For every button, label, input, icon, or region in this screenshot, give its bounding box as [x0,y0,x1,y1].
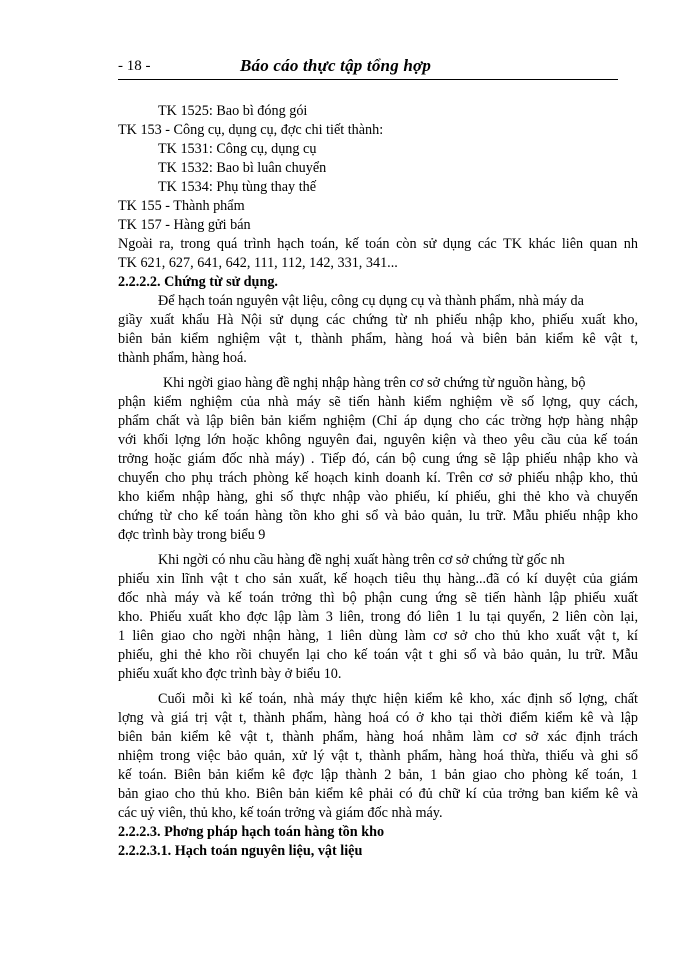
account-line: TK 157 - Hàng gửi bán [118,217,251,233]
paragraph-line: Để hạch toán nguyên vật liệu, công cụ dụng cụ và thành phẩm, nhà máy da [158,293,584,309]
account-line: TK 153 - Công cụ, dụng cụ, đợc chi tiết thành: [118,122,384,138]
account-line: TK 1525: Bao bì đóng gói [158,103,308,119]
paragraph-line: với khối lợng lớn hoặc không nguyên đai, nguyên kiện và theo yêu cầu của kế toán [118,432,638,448]
paragraph-line: chứng từ cho kế toán hàng tồn kho ghi sổ và bảo quản, lu trữ. Mẫu phiếu nhập kho [118,508,638,524]
paragraph-line: biên bản kiểm nghiệm vật t, thành phẩm, hàng hoá và biên bản kiểm kê vật t, [118,331,638,347]
paragraph-line: thành phẩm, hàng hoá. [118,350,247,366]
page-number: - 18 - [118,58,151,74]
paragraph-line: Ngoài ra, trong quá trình hạch toán, kế toán còn sử dụng các TK khác liên quan nh [118,236,638,252]
paragraph-line: phiếu xuất kho đợc trình bày ở biểu 10. [118,666,342,682]
page-header [118,52,618,80]
paragraph-line: biên bản kiểm kê vật t, thành phẩm, hàng hoá nhằm làm cơ sở xác định trách [118,729,638,745]
paragraph-line: trởng hoặc giám đốc nhà máy) . Tiếp đó, cán bộ cung ứng sẽ lập phiếu nhập kho và [118,451,638,467]
subsection-heading: 2.2.2.3.1. Hạch toán nguyên liệu, vật liệu [118,843,363,859]
account-line: TK 1531: Công cụ, dụng cụ [158,141,317,157]
paragraph-line: TK 621, 627, 641, 642, 111, 112, 142, 331, 341... [118,255,398,271]
paragraph-line: đợc trình bày trong biểu 9 [118,527,266,543]
paragraph-line: đốc nhà máy và kế toán trởng thì bộ phận cung ứng sẽ tiến hành lập phiếu xuất [118,590,638,606]
paragraph-line: phiếu, ghi thẻ kho rồi chuyển lại cho kế toán vật t ghi sổ và bảo quản, lu trữ. Mẫu [118,647,638,663]
paragraph-line: 1 liên giao cho ngời nhận hàng, 1 liên dùng làm cơ sở cho thủ kho xuất vật t, kí [118,628,638,644]
paragraph-line: phẩm chất và lập biên bản kiểm nghiệm (Chỉ áp dụng cho các trờng hợp hàng nhập [118,413,638,429]
section-heading: 2.2.2.2. Chứng từ sử dụng. [118,274,278,290]
header-title: Báo cáo thực tập tổng hợp [240,56,432,75]
section-heading: 2.2.2.3. Phơng pháp hạch toán hàng tồn kho [118,824,385,840]
paragraph-line: Khi ngời giao hàng đề nghị nhập hàng trên cơ sở chứng từ nguồn hàng, bộ [163,375,586,391]
paragraph-line: kho kiểm nhập hàng, ghi số thực nhập vào phiếu, kí phiếu, ghi thẻ kho và chuyển [118,489,638,505]
paragraph-line: kho. Phiếu xuất kho đợc lập làm 3 liên, trong đó liên 1 lu tại quyển, 2 liên còn lại, [118,609,638,625]
account-line: TK 1534: Phụ tùng thay thế [158,179,317,195]
header-rule [118,79,618,80]
paragraph-line: Khi ngời có nhu cầu hàng đề nghị xuất hàng trên cơ sở chứng từ gốc nh [158,552,565,568]
document-body [118,102,638,861]
paragraph-line: lợng và giá trị vật t, thành phẩm, hàng hoá có ở kho tại thời điểm kiểm kê và lập [118,710,638,726]
paragraph-line: kế toán. Biên bản kiểm kê đợc lập thành 2 bản, 1 bản giao cho phòng kế toán, 1 [118,767,638,783]
paragraph-line: giầy xuất khẩu Hà Nội sử dụng các chứng từ nh phiếu nhập kho, phiếu xuất kho, [118,312,638,328]
paragraph-line: Cuối mỗi kì kế toán, nhà máy thực hiện kiểm kê kho, xác định số lợng, chất [158,691,638,707]
paragraph-line: phiếu xin lĩnh vật t cho sản xuất, kế hoạch tiêu thụ hàng...đã có kí duyệt của giám [118,571,638,587]
paragraph-line: các uỷ viên, thủ kho, kế toán trởng và giám đốc nhà máy. [118,805,443,821]
account-line: TK 1532: Bao bì luân chuyển [158,160,327,176]
paragraph-line: nhiệm trong việc bảo quản, xử lý vật t, thành phẩm, hàng hoá thừa, thiếu và ghi sổ [118,748,638,764]
paragraph-line: phận kiểm nghiệm của nhà máy sẽ tiến hành kiểm nghiệm về số lợng, quy cách, [118,394,638,410]
paragraph-line: bản giao cho thủ kho. Biên bản kiểm kê phải có đủ chữ kí của trởng ban kiểm kê và [118,786,638,802]
account-line: TK 155 - Thành phẩm [118,198,245,214]
paragraph-line: chuyển cho phụ trách phòng kế hoạch kinh doanh kí. Trên cơ sở phiếu nhập kho, thủ [118,470,638,486]
